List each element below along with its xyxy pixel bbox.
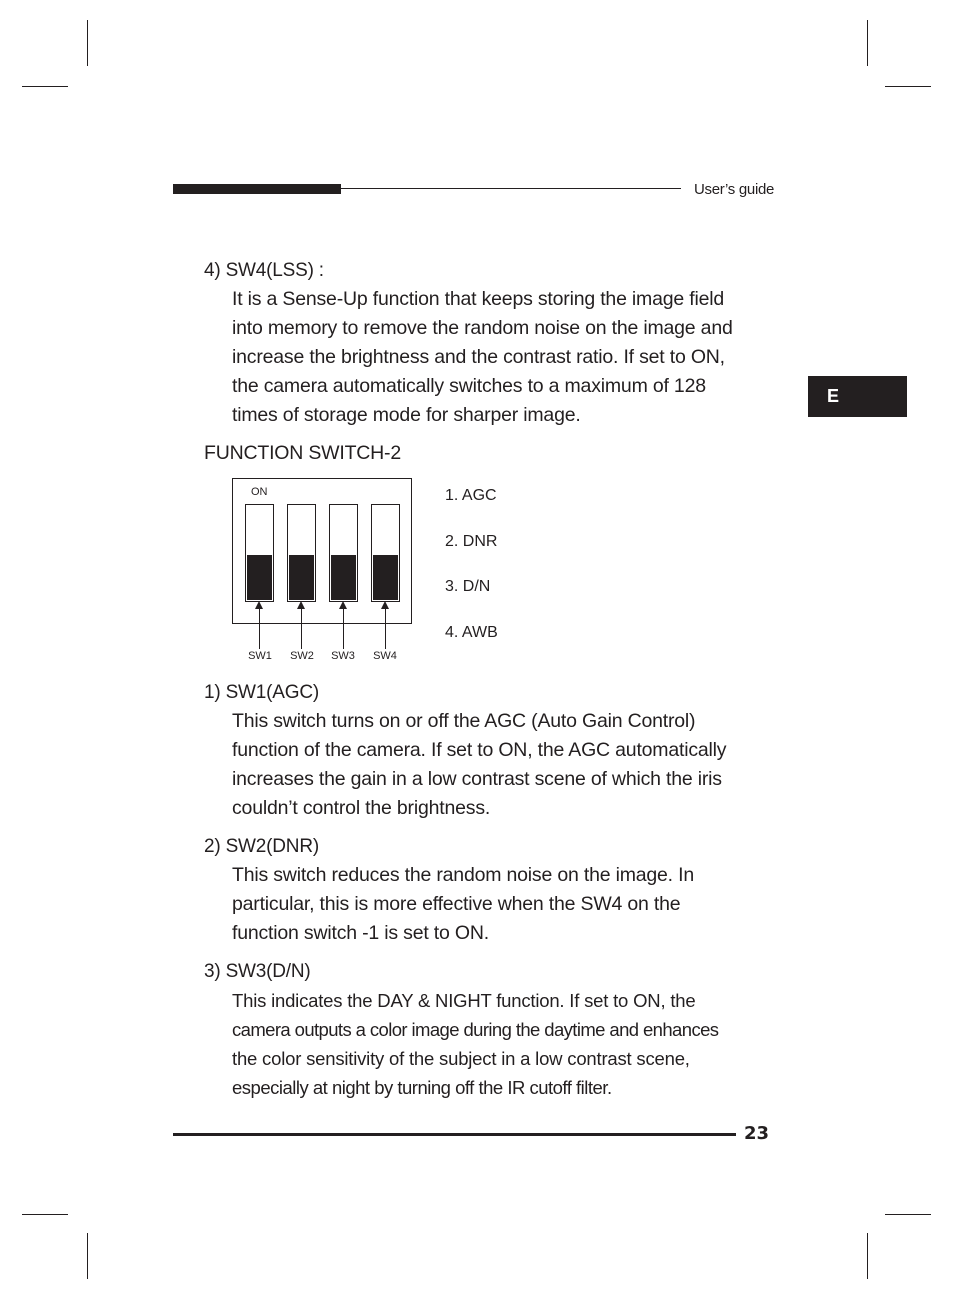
crop-mark: [885, 86, 931, 87]
text-line: This switch reduces the random noise on the image. In: [232, 864, 694, 886]
header-guide-label: User’s guide: [694, 181, 775, 198]
switch-caption: SW1: [248, 650, 272, 662]
switch-knob: [373, 555, 398, 600]
section-body-sw3: [232, 986, 780, 1102]
text-line: especially at night by turning off the IR cutoff filter.: [232, 1077, 612, 1098]
dip-switch-2: [287, 504, 316, 602]
crop-mark: [22, 86, 68, 87]
crop-mark: [22, 1214, 68, 1215]
text-line: increase the brightness and the contrast ratio. If set to ON,: [232, 346, 725, 368]
legend-item: 1. AGC: [445, 487, 497, 504]
crop-mark: [867, 20, 868, 66]
header-rule-thin: [341, 188, 681, 189]
section-body-sw1: [232, 707, 780, 823]
section-body-sw2: [232, 861, 780, 948]
text-line: function of the camera. If set to ON, the AGC automatically: [232, 739, 727, 761]
legend-item: 3. D/N: [445, 578, 491, 595]
crop-mark: [867, 1233, 868, 1279]
text-line: particular, this is more effective when the SW4 on the: [232, 893, 681, 915]
switch-caption: SW4: [373, 650, 397, 662]
text-line: This indicates the DAY & NIGHT function. If set to ON, the: [232, 990, 696, 1011]
text-line: increases the gain in a low contrast scene of which the iris: [232, 768, 722, 790]
section-heading-sw3: 3) SW3(D/N): [204, 961, 311, 982]
switch-caption: SW2: [290, 650, 314, 662]
section-heading-sw4: 4) SW4(LSS) :: [204, 260, 324, 281]
switch-caption: SW3: [331, 650, 355, 662]
text-line: This switch turns on or off the AGC (Auto Gain Control): [232, 710, 696, 732]
text-line: the camera automatically switches to a maximum of 128: [232, 375, 706, 397]
text-line: It is a Sense-Up function that keeps storing the image field: [232, 288, 725, 310]
switch-knob: [247, 555, 272, 600]
function-switch-title: FUNCTION SWITCH-2: [204, 442, 401, 464]
dip-switch-1: [245, 504, 274, 602]
page-number: 23: [744, 1123, 770, 1144]
text-line: couldn’t control the brightness.: [232, 797, 491, 819]
text-line: function switch -1 is set to ON.: [232, 922, 489, 944]
section-heading-sw2: 2) SW2(DNR): [204, 836, 319, 857]
arrow-up-icon: [301, 608, 302, 649]
crop-mark: [87, 1233, 88, 1279]
arrow-up-icon: [343, 608, 344, 649]
text-line: into memory to remove the random noise on the image and: [232, 317, 733, 339]
header-rule-thick: [173, 184, 341, 194]
footer-rule: [173, 1133, 736, 1136]
section-body-sw4: [232, 285, 780, 430]
text-line: the color sensitivity of the subject in a low contrast scene,: [232, 1048, 690, 1069]
on-label: ON: [251, 486, 268, 498]
dip-switch-3: [329, 504, 358, 602]
dip-switch-4: [371, 504, 400, 602]
language-tab: E: [808, 376, 907, 417]
text-line: times of storage mode for sharper image.: [232, 404, 581, 426]
crop-mark: [87, 20, 88, 66]
crop-mark: [885, 1214, 931, 1215]
text-line: camera outputs a color image during the daytime and enhances: [232, 1019, 719, 1040]
arrow-up-icon: [385, 608, 386, 649]
section-heading-sw1: 1) SW1(AGC): [204, 682, 319, 703]
legend-item: 4. AWB: [445, 624, 498, 641]
arrow-up-icon: [259, 608, 260, 649]
switch-knob: [289, 555, 314, 600]
switch-knob: [331, 555, 356, 600]
legend-item: 2. DNR: [445, 533, 498, 550]
